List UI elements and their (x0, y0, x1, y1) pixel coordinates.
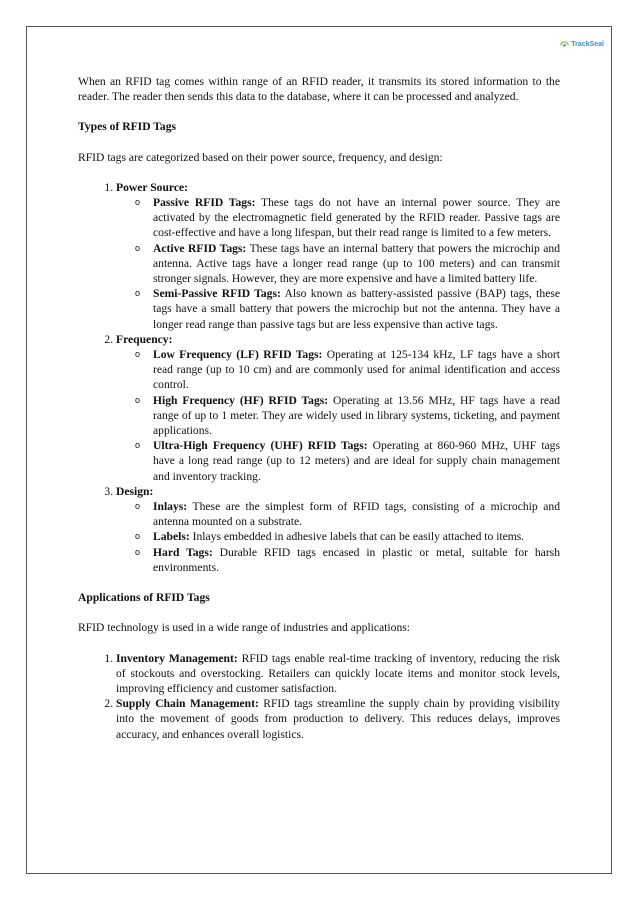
applications-heading: Applications of RFID Tags (78, 591, 210, 605)
type-label: Frequency: (116, 332, 173, 346)
subtype-text: Operating at 125-134 kHz, LF tags have a short read range (up to 10 cm) and are commonly used for animal identification and access control. (153, 348, 560, 392)
types-heading: Types of RFID Tags (78, 120, 177, 134)
logo-text: TrackSeal (571, 40, 604, 48)
subtype-text: Inlays embedded in adhesive labels that can be easily attached to items. (189, 530, 525, 544)
type-design (116, 484, 560, 575)
type-power-source (116, 180, 560, 332)
subtype-text: These are the simplest form of RFID tags, consisting of a microchip and antenna mounted on a substrate. (153, 500, 560, 529)
type-frequency (116, 332, 560, 484)
application-item (116, 696, 560, 742)
subtype-term: Low Frequency (LF) RFID Tags: (153, 348, 323, 362)
subtype-item (153, 499, 560, 529)
subtype-item (153, 241, 560, 287)
subtype-text: Also known as battery-assisted passive (BAP) tags, these tags have a small battery that powers the microchip but not the antenna. They have a longer read range than passive tags but are less expensive than active tags. (153, 287, 560, 331)
subtype-term: Inlays: (153, 500, 188, 514)
application-text: RFID tags streamline the supply chain by providing visibility into the movement of goods from production to delivery. This reduces delays, improves accuracy, and enhances overall logistics. (116, 697, 561, 741)
subtype-item (153, 545, 560, 575)
brand-logo (560, 38, 604, 50)
subtype-list (116, 195, 560, 332)
subtype-list (116, 347, 560, 484)
subtype-item (153, 195, 560, 241)
subtype-item (153, 529, 560, 544)
intro-paragraph: When an RFID tag comes within range of an RFID reader, it transmits its stored information to the reader. The reader then sends this data to the database, where it can be processed and analyzed. (78, 75, 560, 104)
subtype-list (116, 499, 560, 575)
subtype-term: Labels: (153, 530, 190, 544)
subtype-term: Hard Tags: (153, 545, 213, 559)
type-label: Design: (116, 484, 154, 498)
subtype-term: Ultra-High Frequency (UHF) RFID Tags: (153, 439, 368, 453)
subtype-text: Durable RFID tags encased in plastic or metal, suitable for harsh environments. (153, 545, 560, 574)
subtype-text: Operating at 860-960 MHz, UHF tags have a long read range (up to 12 meters) and are ideal for supply chain management and inventory tracking. (153, 439, 560, 483)
subtype-term: Passive RFID Tags: (153, 196, 256, 210)
applications-list (78, 651, 560, 742)
subtype-text: These tags do not have an internal power source. They are activated by the electromagnetic field generated by the RFID reader. Passive tags are cost-effective and have a long lifespan, but their read range is limited to a few meters. (153, 196, 560, 240)
subtype-text: Operating at 13.56 MHz, HF tags have a read range of up to 1 meter. They are widely used in library systems, ticketing, and payment applications. (153, 393, 560, 438)
application-term: Supply Chain Management: (116, 697, 259, 711)
types-intro: RFID tags are categorized based on their power source, frequency, and design: (78, 150, 443, 164)
subtype-term: Semi-Passive RFID Tags: (153, 287, 281, 301)
types-list (78, 180, 560, 575)
subtype-item (153, 347, 560, 393)
subtype-text: These tags have an internal battery that powers the microchip and antenna. Active tags have a longer read range (up to 100 meters) and can transmit stronger signals. However, they are more expensive and have a limited battery life. (153, 241, 561, 286)
applications-intro: RFID technology is used in a wide range of industries and applications: (78, 621, 410, 635)
subtype-item (153, 286, 560, 332)
type-label: Power Source: (116, 180, 189, 194)
document-body (78, 74, 560, 742)
subtype-term: Active RFID Tags: (153, 241, 247, 255)
application-text: RFID tags enable real-time tracking of inventory, reducing the risk of stockouts and overstocking. Retailers can quickly locate items and monitor stock levels, improving efficiency and customer satisfaction. (116, 651, 560, 695)
subtype-item (153, 438, 560, 484)
application-item (116, 651, 560, 697)
subtype-item (153, 393, 560, 439)
logo-icon (560, 40, 569, 49)
subtype-term: High Frequency (HF) RFID Tags: (153, 393, 329, 407)
application-term: Inventory Management: (116, 651, 238, 665)
